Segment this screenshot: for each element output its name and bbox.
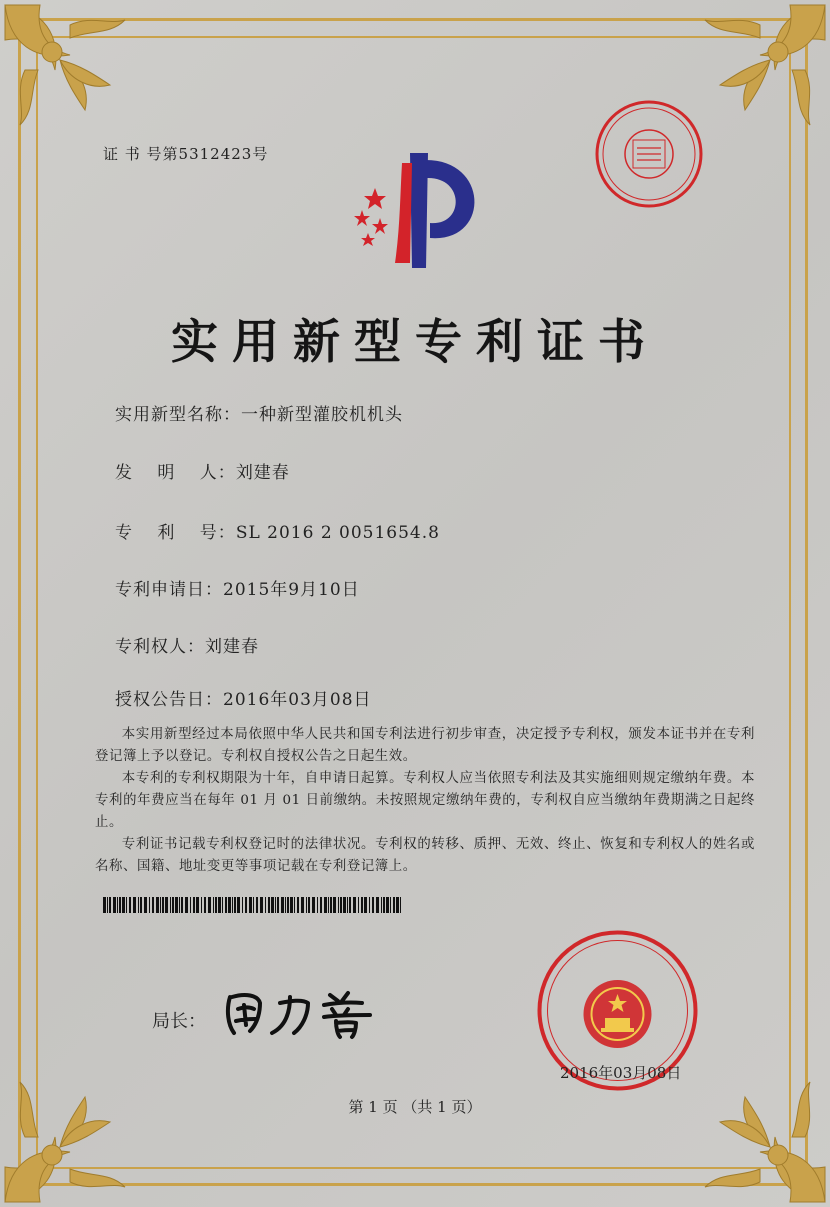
barcode-bar	[396, 897, 399, 913]
barcode-bar	[172, 897, 174, 913]
barcode-bar	[393, 897, 395, 913]
barcode-bar	[347, 897, 348, 913]
body-paragraph: 本实用新型经过本局依照中华人民共和国专利法进行初步审查，决定授予专利权，颁发本证书并在专利登记簿上予以登记。专利权自授权公告之日起生效。	[95, 727, 755, 764]
barcode-bar	[338, 897, 339, 913]
field-utility-model-name	[115, 400, 403, 425]
barcode-bar	[281, 897, 284, 913]
barcode-bar	[277, 897, 279, 913]
barcode-bar	[149, 897, 150, 913]
barcode-bar	[386, 897, 389, 913]
director-signature	[220, 985, 385, 1040]
barcode-bar	[256, 897, 258, 913]
barcode-bar	[383, 897, 385, 913]
barcode-bar	[109, 897, 111, 913]
barcode-bar	[122, 897, 125, 913]
barcode-bar	[170, 897, 171, 913]
barcode-bar	[320, 897, 322, 913]
barcode-bar	[340, 897, 342, 913]
field-inventor	[115, 458, 290, 483]
field-patent-number	[115, 518, 440, 543]
barcode-bar	[349, 897, 351, 913]
barcode-bar	[275, 897, 276, 913]
barcode-bar	[328, 897, 329, 913]
corner-ornament-icon	[0, 0, 140, 140]
field-grant-announcement-date	[115, 685, 372, 710]
page-footer: 第 1 页 （共 1 页）	[348, 1098, 482, 1116]
barcode-bar	[343, 897, 346, 913]
field-label: 实用新型名称：	[115, 405, 241, 425]
barcode	[103, 897, 403, 913]
barcode-bar	[324, 897, 327, 913]
barcode-bar	[215, 897, 217, 913]
barcode-bar	[400, 897, 401, 913]
barcode-bar	[201, 897, 202, 913]
barcode-bar	[181, 897, 183, 913]
field-value: 2016年03月08日	[223, 690, 372, 710]
barcode-bar	[237, 897, 240, 913]
barcode-bar	[160, 897, 161, 913]
barcode-bar	[138, 897, 139, 913]
barcode-bar	[225, 897, 227, 913]
barcode-bar	[204, 897, 206, 913]
body-paragraph: 本专利的专利权期限为十年，自申请日起算。专利权人应当依照专利法及其实施细则规定缴纳年费。本专利的年费应当在每年 01 月 01 日前缴纳。未按照规定缴纳年费的，专利权自应当缴纳年费期满之日起终止。	[95, 771, 755, 830]
barcode-bar	[372, 897, 374, 913]
barcode-bar	[285, 897, 286, 913]
barcode-bar	[117, 897, 118, 913]
barcode-bar	[369, 897, 370, 913]
barcode-bar	[152, 897, 154, 913]
body-paragraphs	[95, 724, 755, 878]
barcode-bar	[290, 897, 293, 913]
barcode-bar	[330, 897, 332, 913]
barcode-bar	[144, 897, 147, 913]
barcode-bar	[228, 897, 231, 913]
barcode-bar	[287, 897, 289, 913]
barcode-bar	[381, 897, 382, 913]
barcode-bar	[361, 897, 363, 913]
field-label: 专利申请日：	[115, 580, 223, 600]
barcode-bar	[358, 897, 359, 913]
barcode-bar	[213, 897, 214, 913]
barcode-bar	[308, 897, 310, 913]
barcode-bar	[297, 897, 299, 913]
barcode-bar	[249, 897, 252, 913]
barcode-bar	[234, 897, 236, 913]
barcode-bar	[268, 897, 270, 913]
barcode-bar	[156, 897, 159, 913]
field-value: 2015年9月10日	[223, 580, 360, 600]
field-label: 专利权人：	[115, 637, 205, 657]
certificate-title: 实用新型专利证书	[171, 315, 659, 370]
barcode-bar	[260, 897, 263, 913]
barcode-bar	[253, 897, 254, 913]
barcode-bar	[133, 897, 136, 913]
barcode-bar	[294, 897, 295, 913]
barcode-bar	[196, 897, 199, 913]
field-value: 一种新型灌胶机机头	[241, 405, 403, 425]
barcode-bar	[364, 897, 367, 913]
barcode-bar	[265, 897, 266, 913]
barcode-bar	[271, 897, 274, 913]
barcode-bar	[301, 897, 304, 913]
barcode-bar	[376, 897, 379, 913]
barcode-bar	[222, 897, 223, 913]
barcode-bar	[103, 897, 106, 913]
field-application-date	[115, 575, 360, 600]
barcode-bar	[208, 897, 211, 913]
barcode-bar	[242, 897, 243, 913]
corner-ornament-icon	[690, 1067, 830, 1207]
barcode-bar	[113, 897, 116, 913]
barcode-bar	[390, 897, 391, 913]
field-patentee	[115, 632, 259, 657]
barcode-bar	[185, 897, 188, 913]
corner-ornament-icon	[690, 0, 830, 140]
field-label: 授权公告日：	[115, 690, 223, 710]
barcode-bar	[193, 897, 195, 913]
barcode-bar	[190, 897, 191, 913]
director-label: 局长：	[152, 1011, 206, 1032]
barcode-bar	[232, 897, 233, 913]
corner-ornament-icon	[0, 1067, 140, 1207]
body-paragraph: 专利证书记载专利权登记时的法律状况。专利权的转移、质押、无效、终止、恢复和专利权人的姓名或名称、国籍、地址变更等事项记载在专利登记簿上。	[95, 837, 755, 874]
barcode-bar	[119, 897, 121, 913]
field-value: 刘建春	[205, 637, 259, 657]
field-label: 专 利 号：	[115, 523, 236, 543]
barcode-bar	[333, 897, 336, 913]
barcode-bar	[140, 897, 142, 913]
certificate-number: 证 书 号第5312423号	[103, 145, 269, 163]
barcode-bar	[306, 897, 307, 913]
barcode-bar	[162, 897, 164, 913]
field-label: 发 明 人：	[115, 463, 236, 483]
barcode-bar	[312, 897, 315, 913]
barcode-bar	[179, 897, 180, 913]
seal-date: 2016年03月08日	[560, 1064, 682, 1082]
barcode-bar	[126, 897, 127, 913]
barcode-bar	[317, 897, 318, 913]
barcode-bar	[175, 897, 178, 913]
field-value: 刘建春	[235, 463, 290, 483]
barcode-bar	[107, 897, 108, 913]
sipo-logo-icon	[340, 148, 500, 273]
barcode-bar	[165, 897, 168, 913]
barcode-bar	[353, 897, 356, 913]
tax-seal-stamp	[593, 98, 705, 210]
barcode-bar	[218, 897, 221, 913]
barcode-bar	[129, 897, 131, 913]
barcode-bar	[245, 897, 247, 913]
field-value: SL 2016 2 0051654.8	[235, 523, 440, 543]
